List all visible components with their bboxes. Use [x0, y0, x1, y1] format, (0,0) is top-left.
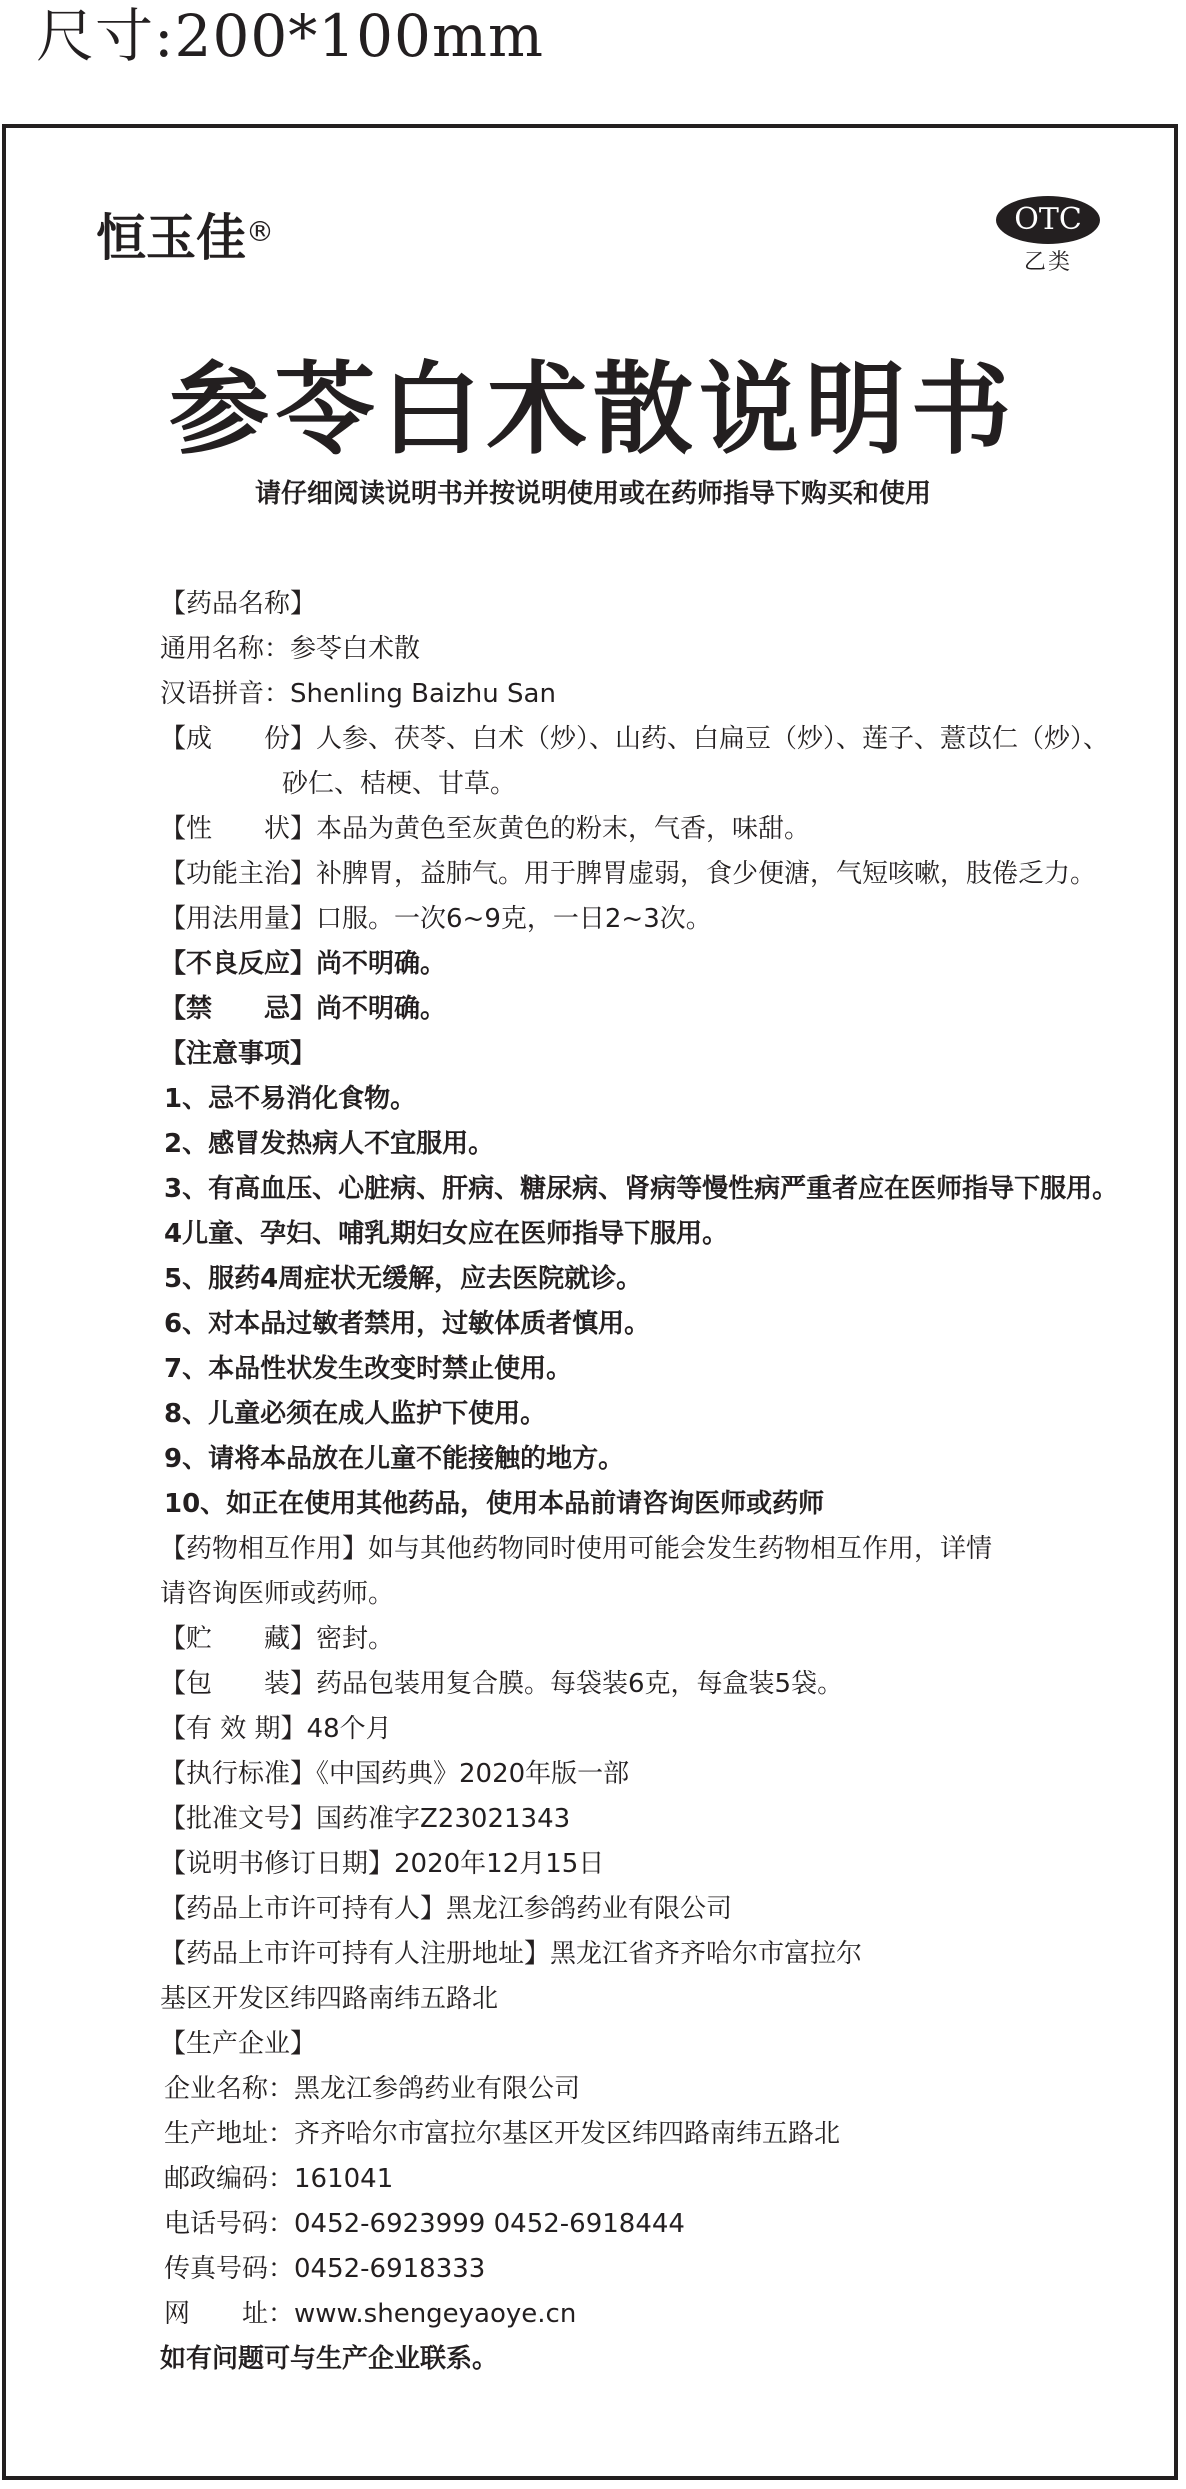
brand-name: 恒玉佳 — [96, 209, 246, 267]
manufacturer-heading: 【生产企业】 — [160, 2029, 317, 2059]
appearance-line: 【性 状】本品为黄色至灰黄色的粉末，气香，味甜。 — [160, 814, 811, 844]
mah-address-line: 【药品上市许可持有人注册地址】黑龙江省齐齐哈尔市富拉尔 — [160, 1939, 863, 1969]
postal-code-line: 邮政编码：161041 — [164, 2164, 394, 2194]
precaution-item: 6、对本品过敏者禁用，过敏体质者慎用。 — [164, 1309, 651, 1339]
brand-logo — [96, 208, 274, 268]
page-subtitle: 请仔细阅读说明书并按说明使用或在药师指导下购买和使用 — [254, 479, 931, 509]
dosage-line: 【用法用量】口服。一次6~9克，一日2~3次。 — [160, 904, 712, 934]
precaution-item: 1、忌不易消化食物。 — [164, 1084, 417, 1114]
production-address-line: 生产地址：齐齐哈尔市富拉尔基区开发区纬四路南纬五路北 — [164, 2119, 841, 2149]
contact-note-line: 如有问题可与生产企业联系。 — [160, 2344, 499, 2374]
standard-line: 【执行标准】《中国药典》2020年版一部 — [160, 1759, 630, 1789]
precaution-item: 10、如正在使用其他药品，使用本品前请咨询医师或药师 — [164, 1489, 825, 1519]
precaution-item: 3、有高血压、心脏病、肝病、糖尿病、肾病等慢性病严重者应在医师指导下服用。 — [164, 1174, 1119, 1204]
page-title: 参苓白术散说明书 — [169, 351, 1017, 468]
otc-badge: OTC — [996, 196, 1100, 244]
otc-class-label: 乙类 — [1023, 250, 1072, 275]
phone-line: 电话号码：0452-6923999 0452-6918444 — [164, 2209, 685, 2239]
fax-line: 传真号码：0452-6918333 — [164, 2254, 486, 2284]
ingredients-continued-line: 砂仁、桔梗、甘草。 — [282, 769, 517, 799]
contraindications-line: 【禁 忌】尚不明确。 — [160, 994, 447, 1024]
approval-number-line: 【批准文号】国药准字Z23021343 — [160, 1804, 571, 1834]
precautions-heading: 【注意事项】 — [160, 1039, 317, 1069]
size-label: 尺寸:200*100mm — [36, 2, 544, 70]
generic-name-line: 通用名称：参苓白术散 — [160, 634, 421, 664]
company-name-line: 企业名称：黑龙江参鸽药业有限公司 — [164, 2074, 581, 2104]
website-line: 网 址：www.shengeyaoye.cn — [164, 2299, 577, 2329]
revision-date-line: 【说明书修订日期】2020年12月15日 — [160, 1849, 605, 1879]
ingredients-line: 【成 份】人参、茯苓、白术（炒）、山药、白扁豆（炒）、莲子、薏苡仁（炒）、 — [160, 724, 1110, 754]
precaution-item: 7、本品性状发生改变时禁止使用。 — [164, 1354, 573, 1384]
mah-address-continued-line: 基区开发区纬四路南纬五路北 — [160, 1984, 499, 2014]
interactions-continued-line: 请咨询医师或药师。 — [160, 1579, 395, 1609]
registered-mark: ® — [246, 215, 274, 248]
shelf-life-line: 【有 效 期】48个月 — [160, 1714, 392, 1744]
mah-line: 【药品上市许可持有人】黑龙江参鸽药业有限公司 — [160, 1894, 733, 1924]
precaution-item: 2、感冒发热病人不宜服用。 — [164, 1129, 495, 1159]
packaging-line: 【包 装】药品包装用复合膜。每袋装6克，每盒装5袋。 — [160, 1669, 844, 1699]
section-drug-name-heading: 【药品名称】 — [160, 589, 317, 619]
indications-line: 【功能主治】补脾胃，益肺气。用于脾胃虚弱，食少便溏，气短咳嗽，肢倦乏力。 — [160, 859, 1097, 889]
precaution-item: 8、儿童必须在成人监护下使用。 — [164, 1399, 547, 1429]
precaution-item: 4儿童、孕妇、哺乳期妇女应在医师指导下服用。 — [164, 1219, 729, 1249]
pinyin-line: 汉语拼音：Shenling Baizhu San — [160, 679, 556, 709]
storage-line: 【贮 藏】密封。 — [160, 1624, 395, 1654]
interactions-line: 【药物相互作用】如与其他药物同时使用可能会发生药物相互作用，详情 — [160, 1534, 993, 1564]
adverse-reactions-line: 【不良反应】尚不明确。 — [160, 949, 447, 979]
precaution-item: 9、请将本品放在儿童不能接触的地方。 — [164, 1444, 625, 1474]
precaution-item: 5、服药4周症状无缓解，应去医院就诊。 — [164, 1264, 643, 1294]
leaflet-body — [150, 582, 1119, 2382]
